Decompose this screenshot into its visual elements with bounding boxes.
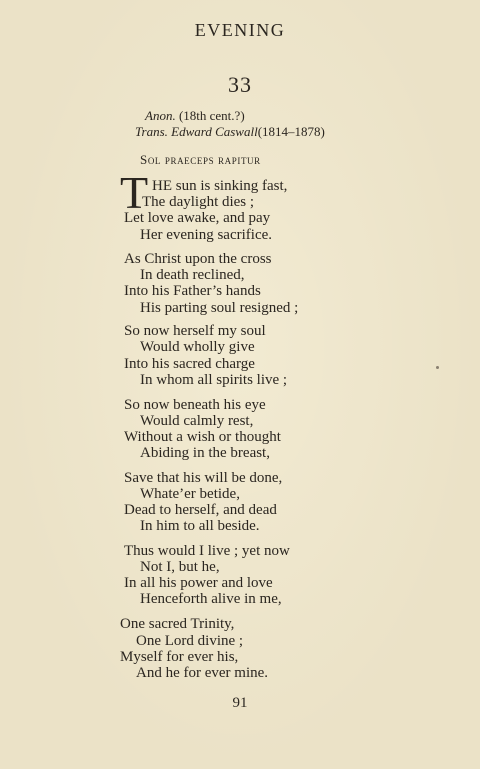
poem-line: Thus would I live ; yet now xyxy=(124,543,290,559)
poem-line: Let love awake, and pay xyxy=(124,210,271,226)
drop-cap: T xyxy=(120,167,149,218)
poem-line: Save that his will be done, xyxy=(124,470,283,486)
poem-line: Abiding in the breast, xyxy=(140,445,270,461)
translator-attribution xyxy=(135,124,325,140)
poem-line: As Christ upon the cross xyxy=(124,251,272,267)
poem-line: So now herself my soul xyxy=(124,323,266,339)
poem-line: The daylight dies ; xyxy=(142,194,255,210)
translator-name: Edward Caswall xyxy=(171,124,258,139)
running-title: EVENING xyxy=(194,20,286,40)
poem-line: And he for ever mine. xyxy=(136,665,269,681)
hymn-number: 33 xyxy=(228,72,252,97)
poem-line: In whom all spirits live ; xyxy=(140,372,288,388)
paper-speck xyxy=(436,366,439,369)
poem-line: Would calmly rest, xyxy=(140,413,254,429)
poem-line: Her evening sacrifice. xyxy=(140,227,273,243)
poem-line: Henceforth alive in me, xyxy=(140,591,282,607)
poem-line: Into his Father’s hands xyxy=(124,283,261,299)
poem-line: HE sun is sinking fast, xyxy=(152,178,288,194)
poem-line: In all his power and love xyxy=(124,575,273,591)
poem-line: Not I, but he, xyxy=(140,559,220,575)
author-date-note: (18th cent.?) xyxy=(178,108,245,123)
translator-prefix: Trans. xyxy=(135,124,168,139)
latin-title: Sol praeceps rapitur xyxy=(140,152,261,167)
poem-line: So now beneath his eye xyxy=(124,397,266,413)
poem-line: In death reclined, xyxy=(140,267,245,283)
poem-line: Whate’er betide, xyxy=(140,486,240,502)
poem-line: One Lord divine ; xyxy=(136,633,244,649)
poem-line: In him to all beside. xyxy=(140,518,260,534)
poem-line: Would wholly give xyxy=(140,339,255,355)
author-name: Anon. xyxy=(145,108,176,123)
poem-line: Myself for ever his, xyxy=(120,649,239,665)
poem-line: One sacred Trinity, xyxy=(120,616,235,632)
page-number: 91 xyxy=(232,695,248,711)
poem-line: Without a wish or thought xyxy=(124,429,281,445)
poem-line: Into his sacred charge xyxy=(124,356,255,372)
translator-dates: (1814–1878) xyxy=(257,124,325,139)
poem-line: His parting soul resigned ; xyxy=(140,300,299,316)
poem-line: Dead to herself, and dead xyxy=(124,502,277,518)
author-attribution xyxy=(145,108,245,124)
